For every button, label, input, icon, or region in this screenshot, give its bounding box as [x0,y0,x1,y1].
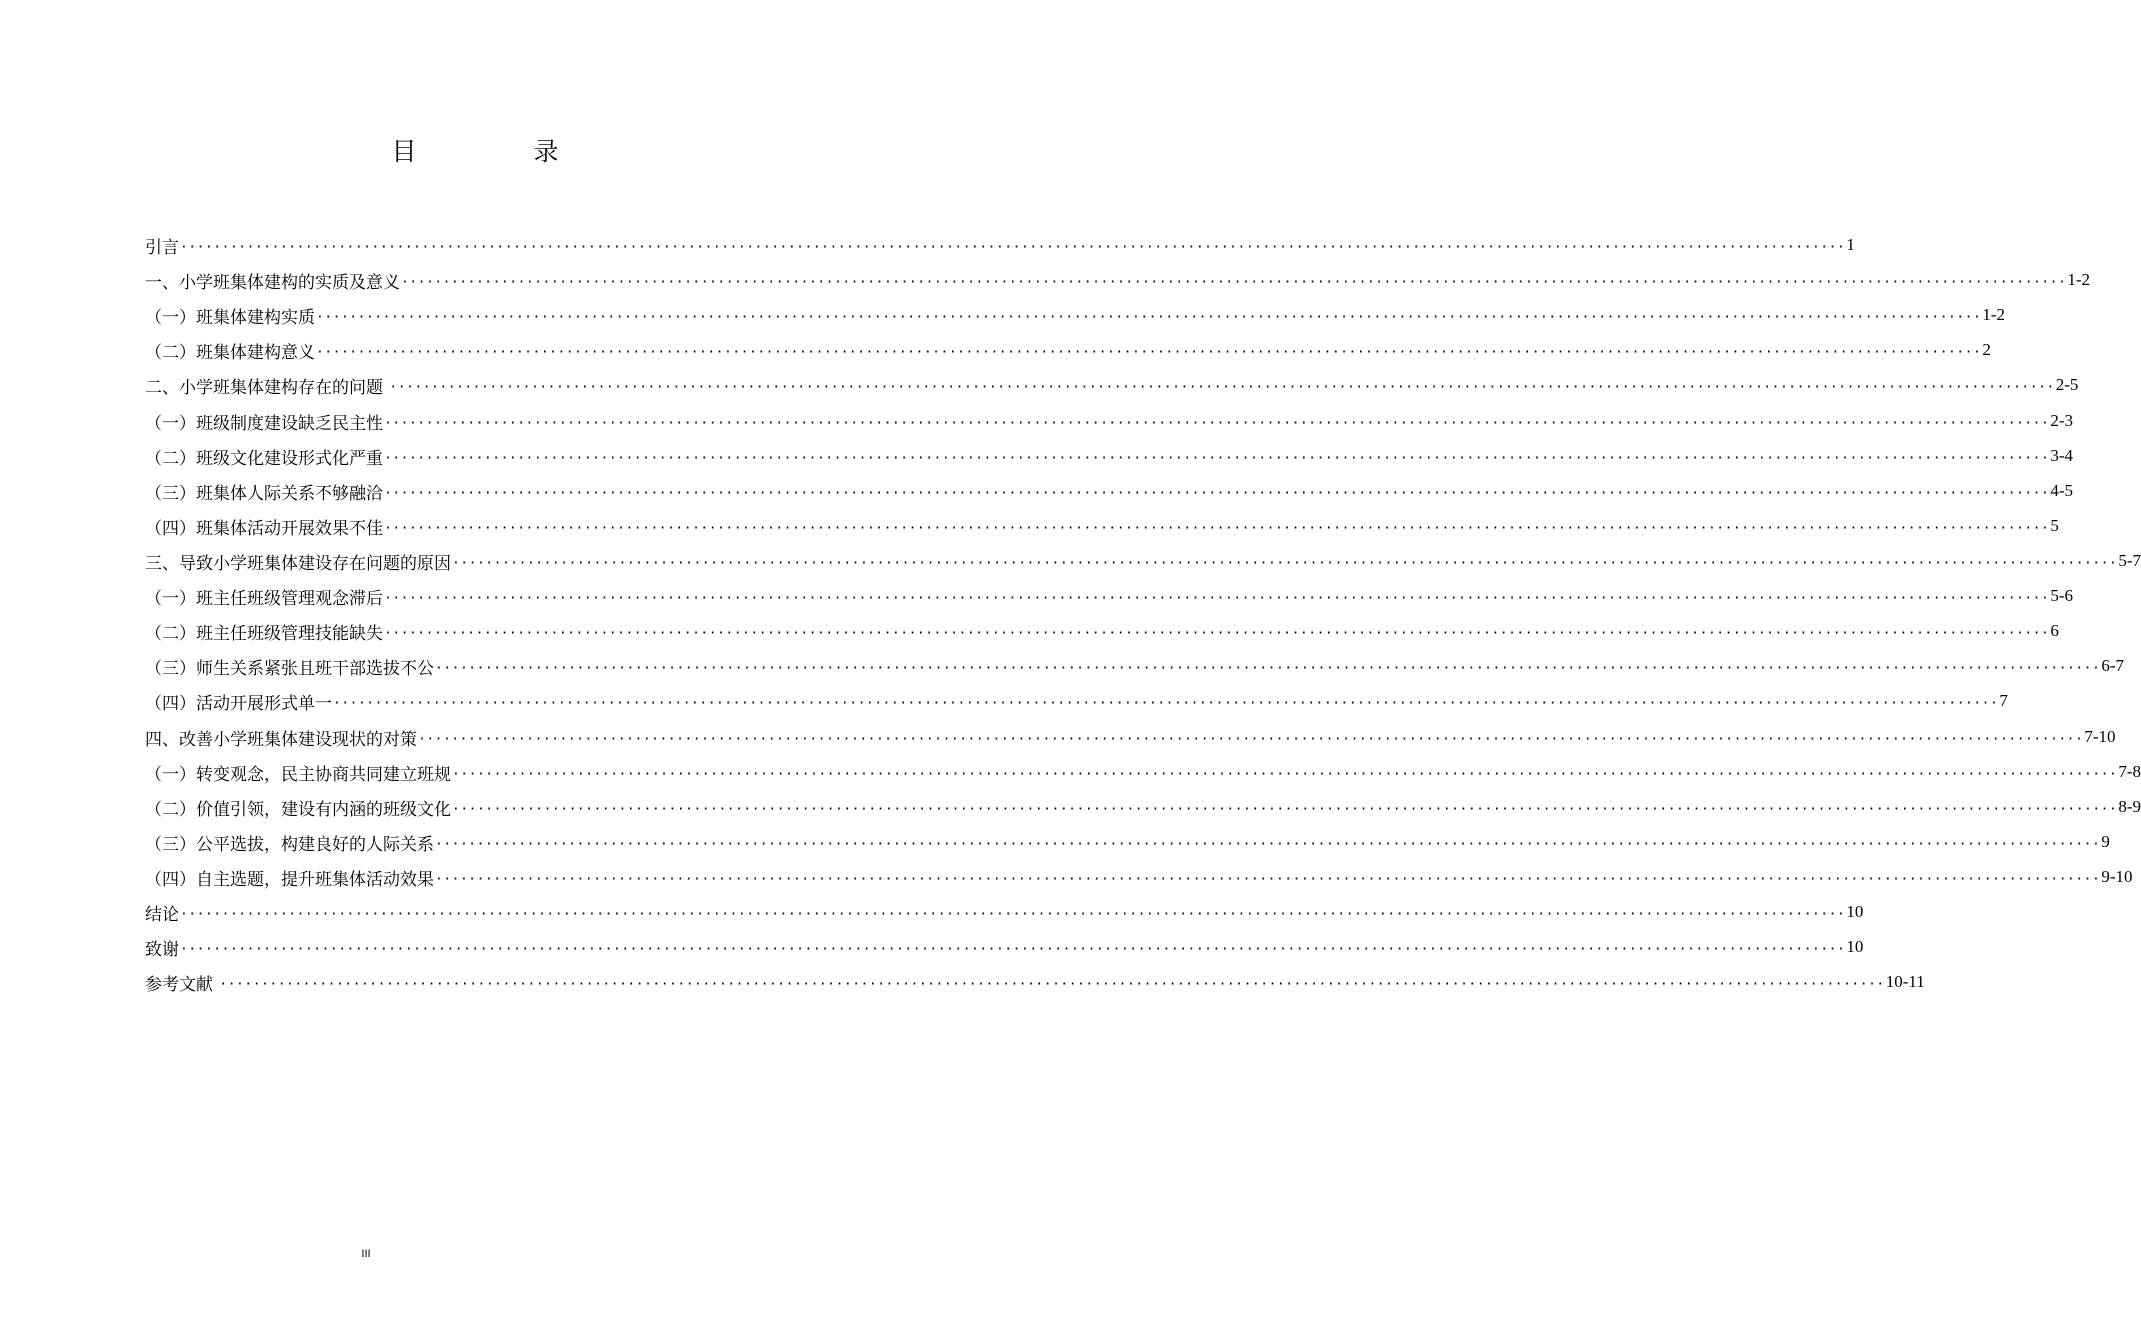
dot-leader: ········································································································································································································ [333,695,1999,711]
dot-leader: ········································································································································································································ [180,941,1846,957]
toc-entry-label: （二）班集体建构意义 [145,342,315,363]
toc-entry-label: 三、导致小学班集体建设存在问题的原因 [145,553,451,574]
toc-entry-label: （二）价值引领，建设有内涵的班级文化 [145,799,451,820]
toc-entry-label: （三）师生关系紧张且班干部选拔不公 [145,658,434,679]
toc-entry-label: （一）转变观念，民主协商共同建立班规 [145,764,451,785]
dot-leader: ········································································································································································································ [384,450,2050,466]
toc-entry-pages: 5-7 [2118,551,2141,570]
toc-entry-label: 引言 [145,237,179,258]
dot-leader: ········································································································································································································ [418,731,2084,747]
dot-leader: ········································································································································································································ [401,274,2067,290]
toc-entry-label: （四）活动开展形式单一 [145,693,332,714]
toc-entry-references[interactable] [145,964,1925,1000]
toc-entry-pages: 10 [1846,902,1864,921]
toc-entry-chapter-1[interactable] [145,262,2091,298]
toc-entry-label: （三）公平选拔，构建良好的人际关系 [145,834,434,855]
toc-entry-pages: 10 [1846,937,1864,956]
toc-entry-section-1-2[interactable] [145,332,1991,368]
toc-entry-pages: 1-2 [2067,270,2091,289]
dot-leader: ········································································································································································································ [219,976,1885,992]
dot-leader: ········································································································································································································ [452,766,2118,782]
toc-entry-pages: 6-7 [2101,656,2125,675]
toc-entry-pages: 5-6 [2050,586,2074,605]
toc-entry-section-4-3[interactable] [145,824,2110,860]
dot-leader: ········································································································································································································ [384,520,2050,536]
toc-entry-section-2-4[interactable] [145,508,2059,544]
dot-leader: ········································································································································································································ [389,379,2055,395]
toc-entry-label: （一）班集体建构实质 [145,307,315,328]
toc-entry-chapter-3[interactable] [145,543,2141,579]
page-number: III [361,1248,371,1260]
toc-entry-label: （四）自主选题，提升班集体活动效果 [145,869,434,890]
toc-entry-section-3-4[interactable] [145,683,2008,719]
page-title: 目 录 [391,137,605,166]
toc-entry-introduction[interactable] [145,227,1855,263]
toc-entry-section-2-1[interactable] [145,403,2074,439]
toc-entry-pages: 7 [1999,691,2008,710]
toc-entry-label: （二）班主任班级管理技能缺失 [145,623,383,644]
toc-entry-pages: 2 [1982,340,1991,359]
toc-entry-conclusion[interactable] [145,894,1864,930]
toc-entry-pages: 5 [2050,516,2059,535]
toc-entry-pages: 6 [2050,621,2059,640]
toc-entry-pages: 10-11 [1885,972,1925,991]
toc-entry-pages: 4-5 [2050,481,2074,500]
dot-leader: ········································································································································································································ [384,625,2050,641]
dot-leader: ········································································································································································································ [316,344,1982,360]
toc-entry-section-4-2[interactable] [145,789,2141,825]
toc-entry-pages: 3-4 [2050,446,2074,465]
dot-leader: ········································································································································································································ [384,590,2050,606]
dot-leader: ········································································································································································································ [180,906,1846,922]
dot-leader: ········································································································································································································ [452,801,2118,817]
toc-entry-pages: 2-3 [2050,411,2074,430]
toc-entry-pages: 1-2 [1982,305,2006,324]
toc-entry-label: （一）班级制度建设缺乏民主性 [145,413,383,434]
toc-entry-section-4-4[interactable] [145,859,2133,895]
dot-leader: ········································································································································································································ [384,485,2050,501]
toc-entry-label: 致谢 [145,939,179,960]
toc-entry-section-1-1[interactable] [145,297,2006,333]
toc-entry-acknowledgements[interactable] [145,929,1864,965]
toc-entry-pages: 9-10 [2101,867,2133,886]
dot-leader: ········································································································································································································ [180,239,1846,255]
dot-leader: ········································································································································································································ [316,309,1982,325]
toc-entry-label: （四）班集体活动开展效果不佳 [145,518,383,539]
toc-entry-label: 一、小学班集体建构的实质及意义 [145,272,400,293]
toc-entry-label: （一）班主任班级管理观念滞后 [145,588,383,609]
toc-entry-section-3-3[interactable] [145,648,2125,684]
toc-entry-section-2-3[interactable] [145,473,2074,509]
dot-leader: ········································································································································································································ [384,415,2050,431]
dot-leader: ········································································································································································································ [435,871,2101,887]
dot-leader: ········································································································································································································ [435,660,2101,676]
toc-entry-pages: 7-10 [2084,727,2116,746]
toc-entry-pages: 1 [1846,235,1855,254]
toc-entry-section-3-1[interactable] [145,578,2074,614]
toc-entry-label: 参考文献 [145,974,219,995]
toc-entry-label: （三）班集体人际关系不够融洽 [145,483,383,504]
toc-entry-chapter-4[interactable] [145,719,2116,755]
toc-entry-section-3-2[interactable] [145,613,2059,649]
toc-entry-label: 四、改善小学班集体建设现状的对策 [145,729,417,750]
toc-entry-section-2-2[interactable] [145,438,2074,474]
toc-entry-section-4-1[interactable] [145,754,2141,790]
toc-entry-pages: 2-5 [2055,375,2079,394]
dot-leader: ········································································································································································································ [452,555,2118,571]
toc-entry-pages: 8-9 [2118,797,2141,816]
toc-entry-pages: 7-8 [2118,762,2141,781]
toc-entry-chapter-2[interactable] [145,367,2079,403]
toc-entry-label: 二、小学班集体建构存在的问题 [145,377,389,398]
toc-entry-label: （二）班级文化建设形式化严重 [145,448,383,469]
toc-entry-pages: 9 [2101,832,2110,851]
toc-entry-label: 结论 [145,904,179,925]
dot-leader: ········································································································································································································ [435,836,2101,852]
